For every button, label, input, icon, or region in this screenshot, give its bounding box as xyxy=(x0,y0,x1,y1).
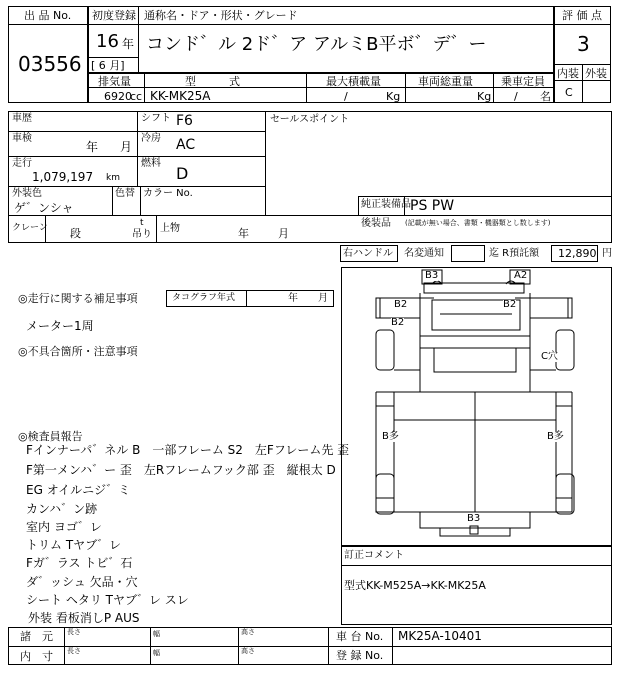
aftermarket-label: 後装品 xyxy=(361,218,391,229)
crane-label: クレーン xyxy=(12,223,48,233)
tacho-label: タコグラフ年式 xyxy=(172,293,236,303)
mileage-label: 走行 xyxy=(12,158,32,169)
ac-value: AC xyxy=(176,137,196,153)
capacity-label: 乗車定員 xyxy=(501,75,545,88)
inspection-month-unit: 月 xyxy=(120,140,133,154)
damage-label: A2 xyxy=(514,270,528,281)
naigai-label: 内 寸 xyxy=(20,650,53,663)
equipment-label: 純正装備品 xyxy=(361,199,411,210)
aftermarket-note: (記載が無い場合、書類・機器類とし数します) xyxy=(405,219,551,227)
damage-label: B多 xyxy=(382,431,399,442)
correction-label: 訂正コメント xyxy=(344,550,404,561)
chassis-label: 車 台 No. xyxy=(336,630,384,643)
inspector-line: 外装 看板消しP AUS xyxy=(28,611,140,625)
interior-value: C xyxy=(565,86,573,99)
tacho-month-unit: 月 xyxy=(318,293,328,304)
defects-title: ◎不具合箇所・注意事項 xyxy=(18,345,138,358)
takasa-label-2: 高さ xyxy=(241,647,255,655)
yen-unit: 円 xyxy=(602,248,612,259)
chassis-value: MK25A-10401 xyxy=(398,629,482,643)
gross-weight-unit: Kg xyxy=(477,90,492,103)
color-no-label: 色替 xyxy=(115,188,135,199)
car-name: コンド゛ル 2ド゛ア アルミB平ボ゛デ゛ー xyxy=(146,34,487,55)
shift-label: シフト xyxy=(141,113,171,124)
exterior-label: 外装 xyxy=(585,67,607,80)
nagasa-label-1: 長さ xyxy=(67,628,81,636)
inspector-line: Fインナーパ゛ネル B 一部フレーム S2 左Fフレーム先 歪 xyxy=(26,443,350,457)
color-code-label: カラー No. xyxy=(143,188,193,199)
inspector-line: シート ヘタリ Tヤブ゛レ スレ xyxy=(26,593,189,607)
name-change-label: 名変通知 xyxy=(404,248,444,259)
inspector-line: ダ゛ッシュ 欠品・穴 xyxy=(26,575,138,589)
first-reg-month: [ 6 月] xyxy=(91,59,125,72)
inspector-line: トリム Tヤブ゛レ xyxy=(26,538,122,552)
history-label: 車歴 xyxy=(12,113,32,124)
inspector-line: Fガ゛ラス トビ゛石 xyxy=(26,556,133,570)
model-label: 型 式 xyxy=(185,75,240,88)
displacement-value: 6920 xyxy=(104,90,132,103)
first-reg-year-unit: 年 xyxy=(122,37,135,51)
mileage-value: 1,079,197 xyxy=(32,170,94,184)
damage-label: C穴 xyxy=(541,351,558,362)
name-label: 通称名・ドア・形状・グレード xyxy=(144,9,298,22)
inspection-label: 車検 xyxy=(12,133,32,144)
capacity-unit: 名 xyxy=(540,90,551,103)
steering-label: 右ハンドル xyxy=(343,248,393,259)
correction-value: 型式KK-M525A→KK-MK25A xyxy=(344,579,486,592)
r-deposit-label: 迄 R預託額 xyxy=(489,248,540,259)
color-label: 外装色 xyxy=(12,188,42,199)
model-value: KK-MK25A xyxy=(150,89,211,103)
gross-weight-label: 車両総重量 xyxy=(418,75,473,88)
max-load-slash: / xyxy=(344,90,348,103)
inspector-line: EG オイルニジ゛ミ xyxy=(26,483,131,497)
lift-year-unit: 年 xyxy=(238,227,249,240)
inspector-line: 室内 ヨゴ゛レ xyxy=(26,520,102,534)
shift-value: F6 xyxy=(176,113,193,129)
haba-label-1: 幅 xyxy=(153,630,160,638)
fuel-value: D xyxy=(176,164,189,183)
lift-label: 上物 xyxy=(160,223,180,234)
damage-label: B3 xyxy=(425,270,439,281)
max-load-label: 最大積載量 xyxy=(326,75,381,88)
max-load-unit: Kg xyxy=(386,90,401,103)
damage-label: B2 xyxy=(394,299,408,310)
crane-t-unit: t xyxy=(140,218,144,228)
inspector-title: ◎検査員報告 xyxy=(18,430,83,443)
nagasa-label-2: 長さ xyxy=(67,647,81,655)
mileage-note-title: ◎走行に関する補足事項 xyxy=(18,292,138,305)
crane-tsuri-unit: 吊り xyxy=(132,229,152,240)
damage-label: B2 xyxy=(503,299,517,310)
first-reg-label: 初度登録 xyxy=(92,9,136,22)
lift-month-unit: 月 xyxy=(278,227,289,240)
interior-label: 内装 xyxy=(557,67,579,80)
meter-note: メーター1周 xyxy=(26,319,94,333)
damage-label: B多 xyxy=(547,431,564,442)
inspection-year-unit: 年 xyxy=(86,140,99,154)
capacity-slash: / xyxy=(514,90,518,103)
crane-dan-unit: 段 xyxy=(70,227,81,240)
shogen-label: 諸 元 xyxy=(20,630,53,643)
inspector-line: F第一メンハ゛ー 歪 左Rフレームフック部 歪 縦根太 D xyxy=(26,463,336,477)
lot-label: 出 品 No. xyxy=(24,9,72,22)
damage-label: B2 xyxy=(391,317,405,328)
displacement-label: 排気量 xyxy=(98,75,131,88)
mileage-unit: km xyxy=(106,173,120,183)
damage-label: B3 xyxy=(467,513,481,524)
inspector-line: カンハ゛ン跡 xyxy=(26,502,98,516)
sales-point-label: セールスポイント xyxy=(270,114,350,125)
grade-label: 評 価 点 xyxy=(562,9,602,22)
ac-label: 冷房 xyxy=(141,133,161,144)
fuel-label: 燃料 xyxy=(141,158,161,169)
lot-number: 03556 xyxy=(18,52,82,76)
reg-label: 登 録 No. xyxy=(336,649,384,662)
r-deposit-value: 12,890 xyxy=(558,247,597,260)
first-reg-year: 16 xyxy=(96,31,119,52)
color-value: ゲ゛ンシャ xyxy=(14,201,74,215)
cc-unit: cc xyxy=(130,90,143,103)
grade-value: 3 xyxy=(577,32,590,56)
takasa-label-1: 高さ xyxy=(241,628,255,636)
equipment-value: PS PW xyxy=(410,198,455,214)
haba-label-2: 幅 xyxy=(153,649,160,657)
tacho-year-unit: 年 xyxy=(288,293,298,304)
